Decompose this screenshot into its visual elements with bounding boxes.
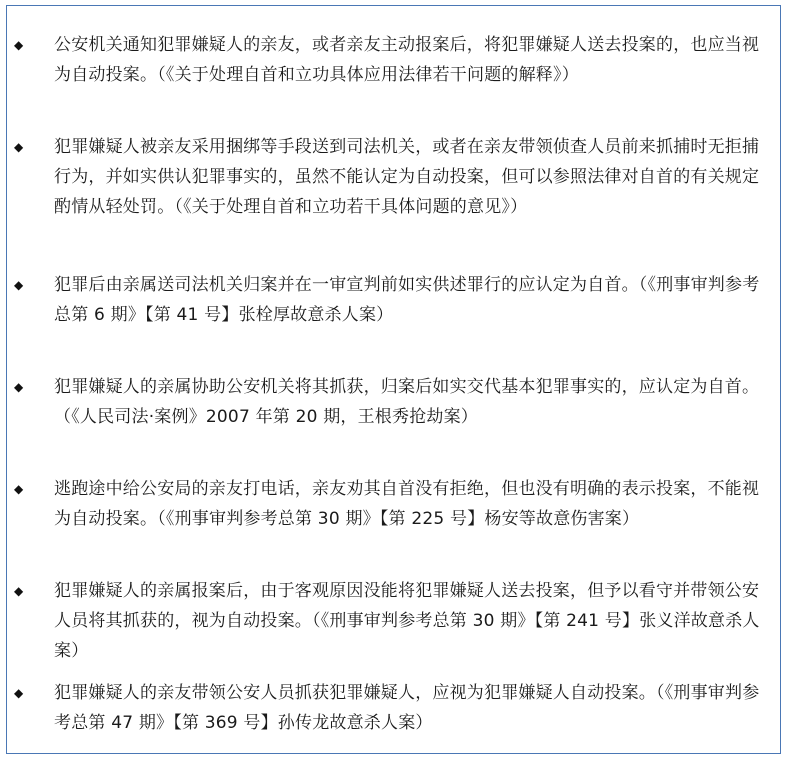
list-item-text: 犯罪嫌疑人被亲友采用捆绑等手段送到司法机关，或者在亲友带领侦查人员前来抓捕时无拒捕行为，并如实供认犯罪事实的，虽然不能认定为自动投案，但可以参照法律对自首的有关规定酌情从轻处罚。（《关于处理自首和立功若干具体问题的意见》） <box>54 137 760 217</box>
list-item-text: 犯罪嫌疑人的亲属报案后，由于客观原因没能将犯罪嫌疑人送去投案，但予以看守并带领公安人员将其抓获的，视为自动投案。（《刑事审判参考总第 30 期》【第 241 号】张义洋故意杀人案） <box>54 581 760 661</box>
diamond-bullet-icon: ◆ <box>14 140 24 154</box>
list-item-text: 逃跑途中给公安局的亲友打电话，亲友劝其自首没有拒绝，但也没有明确的表示投案，不能视为自动投案。（《刑事审判参考总第 30 期》【第 225 号】杨安等故意伤害案） <box>54 479 760 529</box>
diamond-bullet-icon: ◆ <box>14 686 24 700</box>
diamond-bullet-icon: ◆ <box>14 482 24 496</box>
list-item-text: 犯罪嫌疑人的亲属协助公安机关将其抓获，归案后如实交代基本犯罪事实的，应认定为自首。（《人民司法·案例》2007 年第 20 期，王根秀抢劫案） <box>54 377 760 427</box>
diamond-bullet-icon: ◆ <box>14 278 24 292</box>
list-item-text: 公安机关通知犯罪嫌疑人的亲友，或者亲友主动报案后，将犯罪嫌疑人送去投案的，也应当视为自动投案。（《关于处理自首和立功具体应用法律若干问题的解释》） <box>54 35 760 85</box>
list-item-text: 犯罪后由亲属送司法机关归案并在一审宣判前如实供述罪行的应认定为自首。（《刑事审判参考总第 6 期》【第 41 号】张栓厚故意杀人案） <box>54 275 760 325</box>
diamond-bullet-icon: ◆ <box>14 380 24 394</box>
diamond-bullet-icon: ◆ <box>14 584 24 598</box>
list-item-text: 犯罪嫌疑人的亲友带领公安人员抓获犯罪嫌疑人，应视为犯罪嫌疑人自动投案。（《刑事审判参考总第 47 期》【第 369 号】孙传龙故意杀人案） <box>54 683 760 733</box>
diamond-bullet-icon: ◆ <box>14 38 24 52</box>
